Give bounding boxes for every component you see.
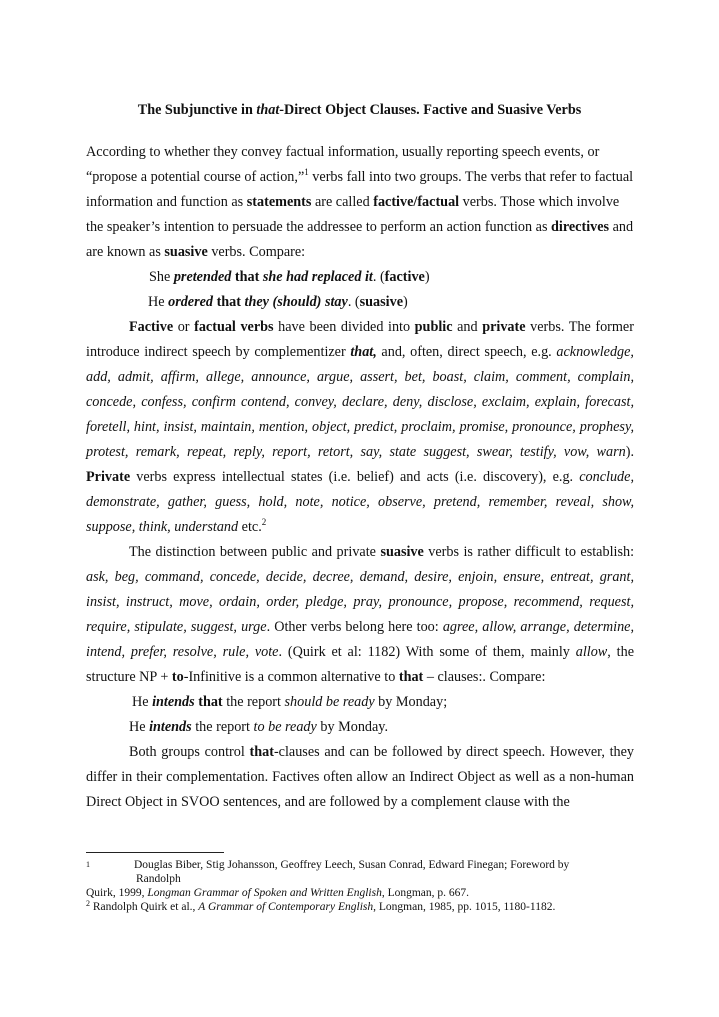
- suasive-verbs-paragraph: The distinction between public and private suasive verbs is rather difficult to establish: ask, beg, command, concede, decide, decree, demand, desire, enjoin, ensure, entreat, grant, insist, instruct, move, ordain, order, pledge, pray, pronounce, propose, recommend, request, require, stipulate, suggest, urge. Other verbs belong here too: agree, allow, arrange, determine, intend, prefer, resolve, rule, vote. (Quirk et al: 1182) With some of them, mainly allow, the structure NP + to-Infinitive is a common alternative to that – clauses:. Compare:: [86, 544, 635, 685]
- example-suasive: He ordered that they (should) stay. (suasive): [148, 294, 408, 310]
- example-intends-that: He intends that the report should be ready by Monday;: [132, 694, 448, 710]
- footnote-ref-2[interactable]: 2: [261, 517, 267, 527]
- factive-verbs-paragraph: Factive or factual verbs have been divided into public and private verbs. The former introduce indirect speech by complementizer that, and, often, direct speech, e.g. acknowledge, add, admit, affirm, allege, announce, argue, assert, bet, boast, claim, comment, complain, concede, confess, confirm contend, convey, declare, deny, disclose, exclaim, explain, forecast, foretell, hint, insist, maintain, mention, object, predict, proclaim, promise, pronounce, prophesy, protest, remark, repeat, reply, report, retort, say, state suggest, swear, testify, vow, warn). Private verbs express intellectual states (i.e. belief) and acts (i.e. discovery), e.g. conclude, demonstrate, gather, guess, hold, note, notice, observe, pretend, remember, reveal, show, suppose, think, understand etc.$^2$: [86, 319, 634, 535]
- document-title: [60, 100, 659, 120]
- footnote-separator: [86, 852, 224, 853]
- footnote-ref-1[interactable]: 1: [304, 167, 309, 177]
- title-italic: that: [256, 102, 280, 118]
- example-intends-infinitive: He intends the report to be ready by Monday.: [129, 719, 389, 735]
- document-body: [86, 140, 634, 815]
- footnote-1-number: 1: [86, 860, 90, 869]
- footnote-1-line-3: Quirk, 1999, Longman Grammar of Spoken and Written English, Longman, p. 667.: [86, 887, 470, 899]
- title-text: The Subjunctive in: [137, 102, 257, 118]
- example-factive: She pretended that she had replaced it. (factive): [149, 269, 430, 285]
- footnote-1: [86, 858, 634, 900]
- footnote-1-line-1: Douglas Biber, Stig Johansson, Geoffrey Leech, Susan Conrad, Edward Finegan; Foreword by: [134, 859, 570, 871]
- intro-paragraph: According to whether they convey factual information, usually reporting speech events, or “propose a potential course of action,”$^1$ verbs fall into two groups. The verbs that refer to factual information and function as statements are called factive/factual verbs. Those which involve the speaker’s intention to persuade the addressee to perform an action function as directives and are known as suasive verbs. Compare:: [86, 144, 634, 260]
- footnote-2: $^2$ Randolph Quirk et al., A Grammar of Contemporary English, Longman, 1985, pp. 1015, 1180-1182.: [86, 899, 556, 913]
- complementation-paragraph: Both groups control that-clauses and can be followed by direct speech. However, they differ in their complementation. Factives often allow an Indirect Object as well as a non-human Direct Object in SVOO sentences, and are followed by a complement clause with the: [86, 744, 634, 810]
- title-text-rest: -Direct Object Clauses. Factive and Suasive Verbs: [279, 102, 582, 118]
- footnote-1-line-2: Randolph: [136, 873, 181, 885]
- footnote-2-number: 2: [86, 899, 90, 908]
